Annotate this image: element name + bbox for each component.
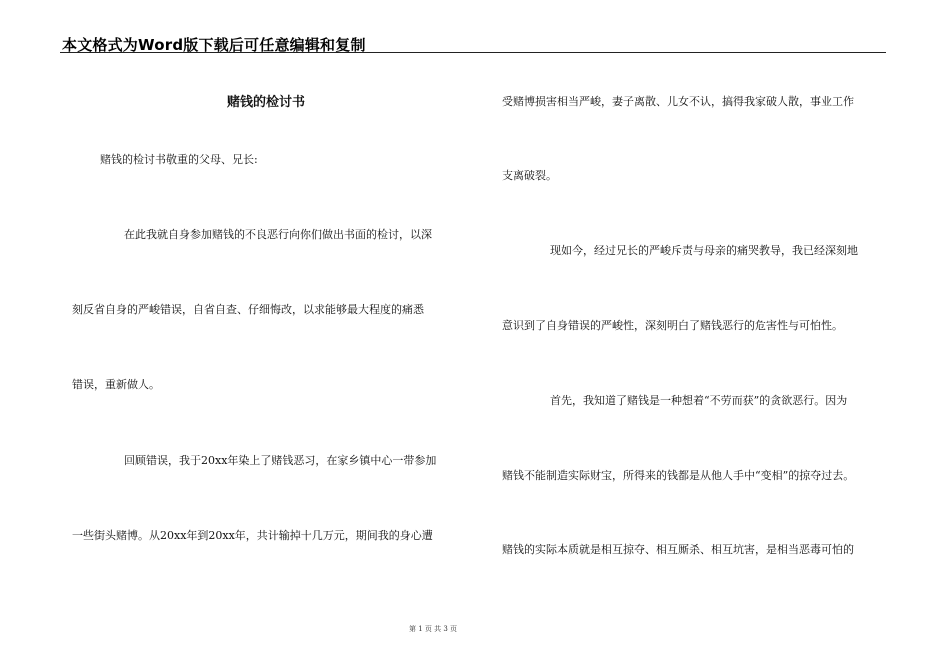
document-title: 赌钱的检讨书: [226, 95, 305, 110]
paragraph-line: 赌钱的实际本质就是相互掠夺、相互厮杀、相互坑害，是相当恶毒可怕的: [502, 543, 854, 556]
paragraph-line: 一些街头赌博。从20xx年到20xx年，共计输掉十几万元，期间我的身心遭: [72, 529, 433, 542]
paragraph-line: 首先，我知道了赌钱是一种想着“不劳而获”的贪欲恶行。因为: [550, 394, 848, 407]
paragraph-line: 刻反省自身的严峻错误，自省自查、仔细悔改，以求能够最大程度的痛悉: [72, 303, 424, 316]
paragraph-line: 意识到了自身错误的严峻性，深刻明白了赌钱恶行的危害性与可怕性。: [502, 319, 843, 332]
left-column: [70, 60, 462, 620]
paragraph-line: 回顾错误，我于20xx年染上了赌钱恶习，在家乡镇中心一带参加: [124, 454, 437, 467]
right-column: [500, 60, 892, 620]
paragraph-line: 在此我就自身参加赌钱的不良恶行向你们做出书面的检讨，以深: [124, 228, 432, 241]
paragraph-line: 支离破裂。: [502, 169, 557, 182]
banner-divider: [60, 52, 886, 53]
paragraph-line: 赌钱的检讨书敬重的父母、兄长:: [100, 153, 258, 166]
paragraph-line: 现如今，经过兄长的严峻斥责与母亲的痛哭教导，我已经深刻地: [550, 244, 858, 257]
paragraph-line: 赌钱不能制造实际财宝，所得来的钱都是从他人手中“变相”的掠夺过去。: [502, 469, 855, 482]
paragraph-line: 受赌博损害相当严峻，妻子离散、儿女不认，搞得我家破人散，事业工作: [502, 95, 854, 108]
document-banner: 本文格式为Word版下载后可任意编辑和复制: [62, 36, 366, 54]
paragraph-line: 错误，重新做人。: [72, 378, 160, 391]
page-indicator: 第 1 页 共 3 页: [408, 625, 458, 633]
